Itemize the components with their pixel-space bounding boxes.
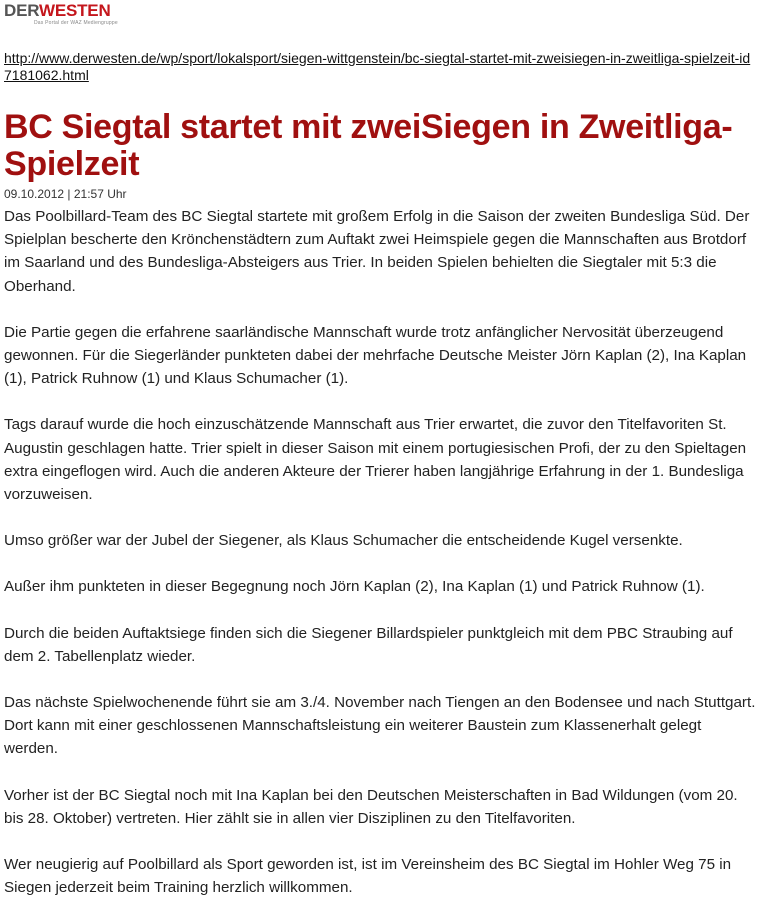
logo-wordmark	[4, 2, 184, 19]
derwesten-logo[interactable]	[4, 2, 184, 32]
logo-tagline: Das Portal der WAZ Mediengruppe	[34, 20, 118, 26]
article-paragraph: Das Poolbillard-Team des BC Siegtal startete mit großem Erfolg in die Saison der zweiten Bundesliga Süd. Der Spielplan bescherte den Krönchenstädtern zum Auftakt zwei Heimspiele gegen die Mannschaften aus Brotdorf im Saarland und des Bundesliga-Absteigers aus Trier. In beiden Spielen behielten die Siegtaler mit 5:3 die Oberhand.	[4, 208, 750, 295]
article-paragraph: Umso größer war der Jubel der Siegener, als Klaus Schumacher die entscheidende Kugel versenkte.	[4, 532, 683, 550]
logo-der: DER	[4, 1, 39, 20]
article-body	[4, 205, 756, 922]
article-dateline: 09.10.2012 | 21:57 Uhr	[4, 187, 127, 201]
article-paragraph: Vorher ist der BC Siegtal noch mit Ina Kaplan bei den Deutschen Meisterschaften in Bad Wildungen (vom 20. bis 28. Oktober) vertreten. Hier zählt sie in allen vier Disziplinen zu den Titelfavoriten.	[4, 786, 738, 827]
article-paragraph: Tags darauf wurde die hoch einzuschätzende Mannschaft aus Trier erwartet, die zuvor den Titelfavoriten St. Augustin geschlagen hatte. Trier spielt in dieser Saison mit einem portugiesischen Profi, der zu den Spieltagen extra eingeflogen wird. Auch die anderen Akteure der Trierer haben langjährige Erfahrung in der 1. Bundesliga vorzuweisen.	[4, 416, 747, 504]
article-url-link[interactable]: http://www.derwesten.de/wp/sport/lokalsport/siegen-wittgenstein/bc-siegtal-startet-mit-zweisiegen-in-zweitliga-spielzeit-id7181062.html	[4, 50, 751, 83]
article-paragraph: Außer ihm punkteten in dieser Begegnung noch Jörn Kaplan (2), Ina Kaplan (1) und Patrick Ruhnow (1).	[4, 578, 705, 596]
logo-westen: WESTEN	[39, 1, 111, 20]
article-paragraph: Wer neugierig auf Poolbillard als Sport geworden ist, ist im Vereinsheim des BC Siegtal im Hohler Weg 75 in Siegen jederzeit beim Training herzlich willkommen.	[4, 856, 732, 897]
article-paragraph: Die Partie gegen die erfahrene saarländische Mannschaft wurde trotz anfänglicher Nervosität überzeugend gewonnen. Für die Siegerländer punkteten dabei der mehrfache Deutsche Meister Jörn Kaplan (2), Ina Kaplan (1), Patrick Ruhnow (1) und Klaus Schumacher (1).	[4, 323, 747, 388]
article-paragraph: Das nächste Spielwochenende führt sie am 3./4. November nach Tiengen an den Bodensee und nach Stuttgart. Dort kann mit einer geschlossenen Mannschaftsleistung ein weiterer Baustein zum Klassenerhalt gelegt werden.	[4, 694, 756, 758]
article-title: BC Siegtal startet mit zweiSiegen in Zweitliga-Spielzeit	[4, 108, 733, 183]
article-paragraph: Durch die beiden Auftaktsiege finden sich die Siegener Billardspieler punktgleich mit dem PBC Straubing auf dem 2. Tabellenplatz wieder.	[4, 624, 733, 665]
